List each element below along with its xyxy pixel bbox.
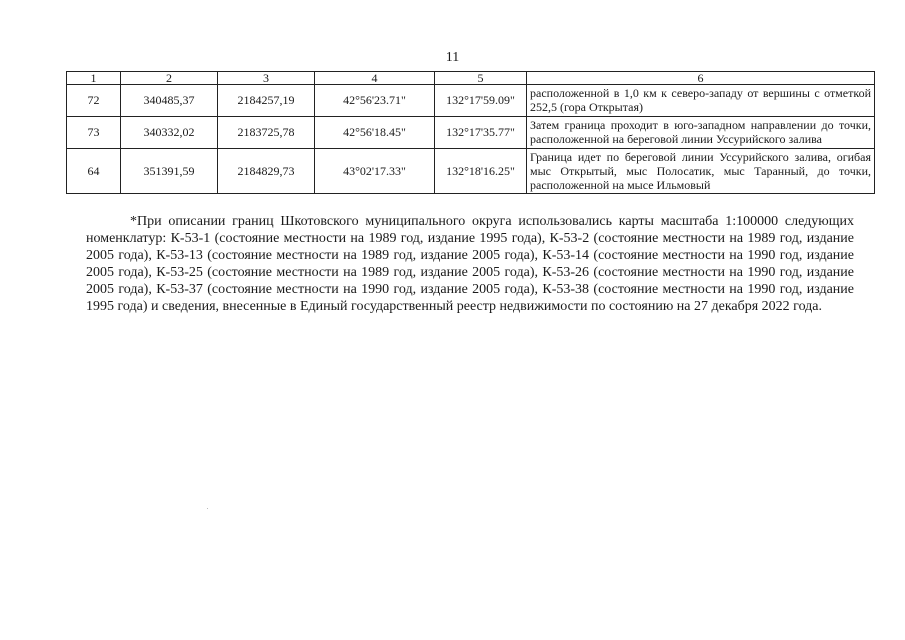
column-header: 2: [121, 72, 218, 85]
x-coordinate: 340485,37: [121, 85, 218, 117]
longitude: 132°17'35.77": [435, 117, 527, 149]
column-header: 1: [67, 72, 121, 85]
latitude: 43°02'17.33": [315, 149, 435, 194]
point-number: 64: [67, 149, 121, 194]
table-header-row: [67, 72, 875, 85]
point-number: 73: [67, 117, 121, 149]
y-coordinate: 2183725,78: [218, 117, 315, 149]
longitude: 132°17'59.09": [435, 85, 527, 117]
boundary-description: Затем граница проходит в юго-западном направлении до точки, расположенной на береговой линии Уссурийского залива: [527, 117, 875, 149]
y-coordinate: 2184257,19: [218, 85, 315, 117]
column-header: 6: [527, 72, 875, 85]
column-header: 5: [435, 72, 527, 85]
boundary-description: Граница идет по береговой линии Уссурийского залива, огибая мыс Открытый, мыс Полосатик, мыс Таранный, до точки, расположенной на мысе Ильмовый: [527, 149, 875, 194]
point-number: 72: [67, 85, 121, 117]
table-row: [67, 149, 875, 194]
scan-speck: [207, 508, 208, 509]
table-row: [67, 117, 875, 149]
longitude: 132°18'16.25": [435, 149, 527, 194]
boundary-description: расположенной в 1,0 км к северо-западу от вершины с отметкой 252,5 (гора Открытая): [527, 85, 875, 117]
y-coordinate: 2184829,73: [218, 149, 315, 194]
footnote-paragraph: *При описании границ Шкотовского муниципального округа использовались карты масштаба 1:100000 следующих номенклатур: К-53-1 (состояние местности на 1989 год, издание 1995 года), К-53-2 (состояние местности на 1989 год, издание 2005 года), К-53-13 (состояние местности на 1989 год, издание 2005 года), К-53-14 (состояние местности на 1990 год, издание 2005 года), К-53-25 (состояние местности на 1989 год, издание 2005 года), К-53-26 (состояние местности на 1990 год, издание 2005 года), К-53-37 (состояние местности на 1990 год, издание 2005 года), К-53-38 (состояние местности на 1990 год, издание 1995 года) и сведения, внесенные в Единый государственный реестр недвижимости по состоянию на 27 декабря 2022 года.: [86, 214, 854, 314]
column-header: 3: [218, 72, 315, 85]
page-number: 11: [445, 50, 460, 65]
table-row: [67, 85, 875, 117]
latitude: 42°56'18.45": [315, 117, 435, 149]
column-header: 4: [315, 72, 435, 85]
boundary-points-table: [66, 71, 875, 194]
latitude: 42°56'23.71": [315, 85, 435, 117]
x-coordinate: 340332,02: [121, 117, 218, 149]
x-coordinate: 351391,59: [121, 149, 218, 194]
